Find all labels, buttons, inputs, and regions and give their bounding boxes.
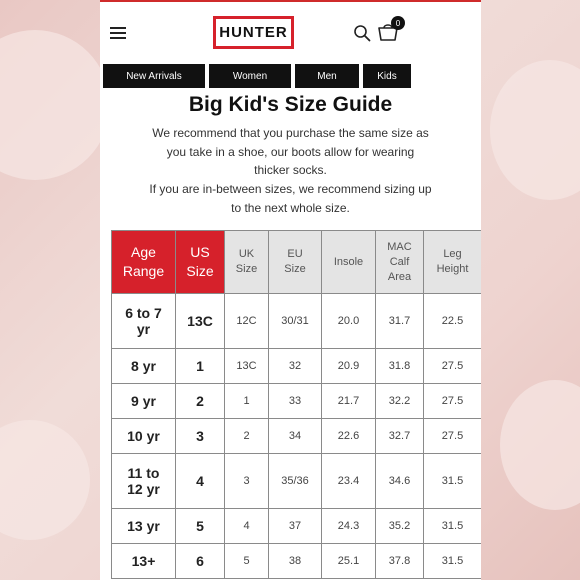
table-header-row (112, 231, 482, 294)
cell-insole: 20.9 (322, 349, 376, 384)
cell-eu: 30/31 (269, 294, 322, 349)
cell-age: 13 yr (112, 509, 176, 544)
cell-age: 8 yr (112, 349, 176, 384)
background-blob (0, 420, 90, 540)
table-row (112, 544, 482, 579)
cell-age: 6 to 7 yr (112, 294, 176, 349)
background-blob (490, 60, 580, 200)
cell-age: 10 yr (112, 419, 176, 454)
size-guide-table (111, 230, 481, 579)
cell-us: 3 (176, 419, 225, 454)
header-leg-height: Leg Height (424, 231, 482, 294)
description-line: We recommend that you purchase the same size as (152, 126, 429, 140)
cell-insole: 20.0 (322, 294, 376, 349)
header-us-size: US Size (176, 231, 225, 294)
cell-uk: 1 (225, 384, 269, 419)
cell-uk: 4 (225, 509, 269, 544)
cell-calf: 32.2 (376, 384, 424, 419)
cell-insole: 21.7 (322, 384, 376, 419)
nav-tab-men[interactable]: Men (295, 64, 359, 88)
cell-calf: 32.7 (376, 419, 424, 454)
cell-us: 13C (176, 294, 225, 349)
cell-leg: 27.5 (424, 384, 482, 419)
cell-calf: 31.7 (376, 294, 424, 349)
cell-calf: 31.8 (376, 349, 424, 384)
cell-leg: 31.5 (424, 454, 482, 509)
cell-uk: 5 (225, 544, 269, 579)
cell-leg: 31.5 (424, 509, 482, 544)
cell-uk: 2 (225, 419, 269, 454)
cell-age: 13+ (112, 544, 176, 579)
cell-eu: 38 (269, 544, 322, 579)
search-icon[interactable] (353, 24, 371, 42)
table-row (112, 384, 482, 419)
category-nav (103, 64, 481, 88)
header-uk-size: UK Size (225, 231, 269, 294)
cell-leg: 27.5 (424, 349, 482, 384)
header-mac-calf-area: MAC Calf Area (376, 231, 424, 294)
cell-uk: 3 (225, 454, 269, 509)
cell-us: 1 (176, 349, 225, 384)
phone-page (100, 0, 481, 580)
background-blob (500, 380, 580, 510)
cell-calf: 35.2 (376, 509, 424, 544)
cell-us: 6 (176, 544, 225, 579)
cell-us: 2 (176, 384, 225, 419)
cart-count-badge: 0 (391, 16, 405, 30)
cell-insole: 24.3 (322, 509, 376, 544)
cell-eu: 34 (269, 419, 322, 454)
cell-leg: 31.5 (424, 544, 482, 579)
nav-tab-new-arrivals[interactable]: New Arrivals (103, 64, 205, 88)
table-row (112, 349, 482, 384)
cell-calf: 37.8 (376, 544, 424, 579)
cell-eu: 35/36 (269, 454, 322, 509)
table-row (112, 294, 482, 349)
cell-us: 4 (176, 454, 225, 509)
cell-us: 5 (176, 509, 225, 544)
cell-insole: 25.1 (322, 544, 376, 579)
cell-age: 9 yr (112, 384, 176, 419)
description-line: you take in a shoe, our boots allow for wearing (166, 145, 415, 159)
table-row (112, 419, 482, 454)
cell-uk: 13C (225, 349, 269, 384)
header-age-range: Age Range (112, 231, 176, 294)
cell-leg: 22.5 (424, 294, 482, 349)
cell-eu: 37 (269, 509, 322, 544)
table-row (112, 509, 482, 544)
logo-text: HUNTER (219, 24, 288, 41)
description-line: thicker socks. (254, 163, 327, 177)
description-line: If you are in-between sizes, we recommend sizing up (149, 182, 432, 196)
cell-insole: 23.4 (322, 454, 376, 509)
brand-logo[interactable] (213, 16, 294, 49)
cell-age: 11 to 12 yr (112, 454, 176, 509)
nav-tab-women[interactable]: Women (209, 64, 291, 88)
cell-insole: 22.6 (322, 419, 376, 454)
cell-leg: 27.5 (424, 419, 482, 454)
background-blob (0, 30, 110, 180)
page-title: Big Kid's Size Guide (188, 93, 393, 116)
hamburger-menu-icon[interactable] (110, 27, 126, 39)
top-accent-line (100, 0, 481, 2)
table-row (112, 454, 482, 509)
cell-calf: 34.6 (376, 454, 424, 509)
description-line: to the next whole size. (231, 201, 350, 215)
nav-tab-kids[interactable]: Kids (363, 64, 411, 88)
cell-eu: 33 (269, 384, 322, 419)
header-insole: Insole (322, 231, 376, 294)
header-eu-size: EU Size (269, 231, 322, 294)
cell-uk: 12C (225, 294, 269, 349)
cell-eu: 32 (269, 349, 322, 384)
